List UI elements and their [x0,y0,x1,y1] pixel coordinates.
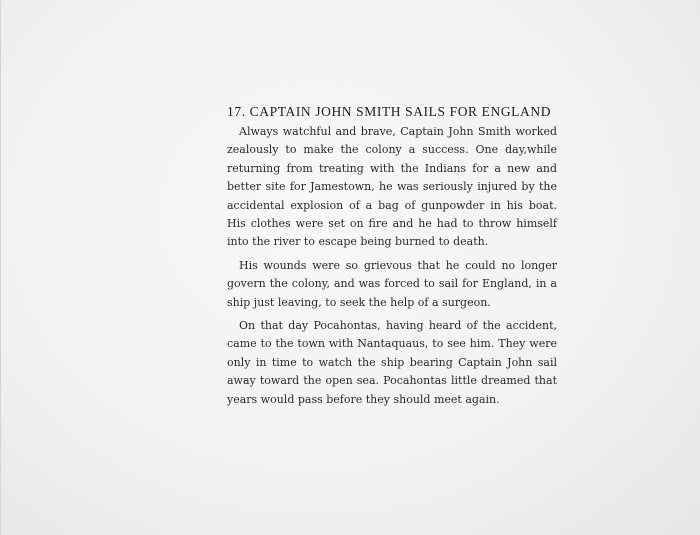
text-block [227,104,557,409]
paragraph: Always watchful and brave, Captain John Smith worked zealously to make the colony a success. One day,while returning from treating with the Indians for a new and better site for Jamestown, he was seriously injured by the accidental explosion of a bag of gunpowder in his boat. His clothes were set on fire and he had to throw himself into the river to escape being burned to death. [227,125,557,249]
chapter-title: 17. CAPTAIN JOHN SMITH SAILS FOR ENGLAND [227,104,552,119]
paragraph: On that day Pocahontas, having heard of the accident, came to the town with Nantaquaus, to see him. They were only in time to watch the ship bearing Captain John sail away toward the open sea. Pocahontas little dreamed that years would pass before they should meet again. [227,319,557,406]
paragraph: His wounds were so grievous that he could no longer govern the colony, and was forced to sail for England, in a ship just leaving, to seek the help of a surgeon. [227,258,557,309]
